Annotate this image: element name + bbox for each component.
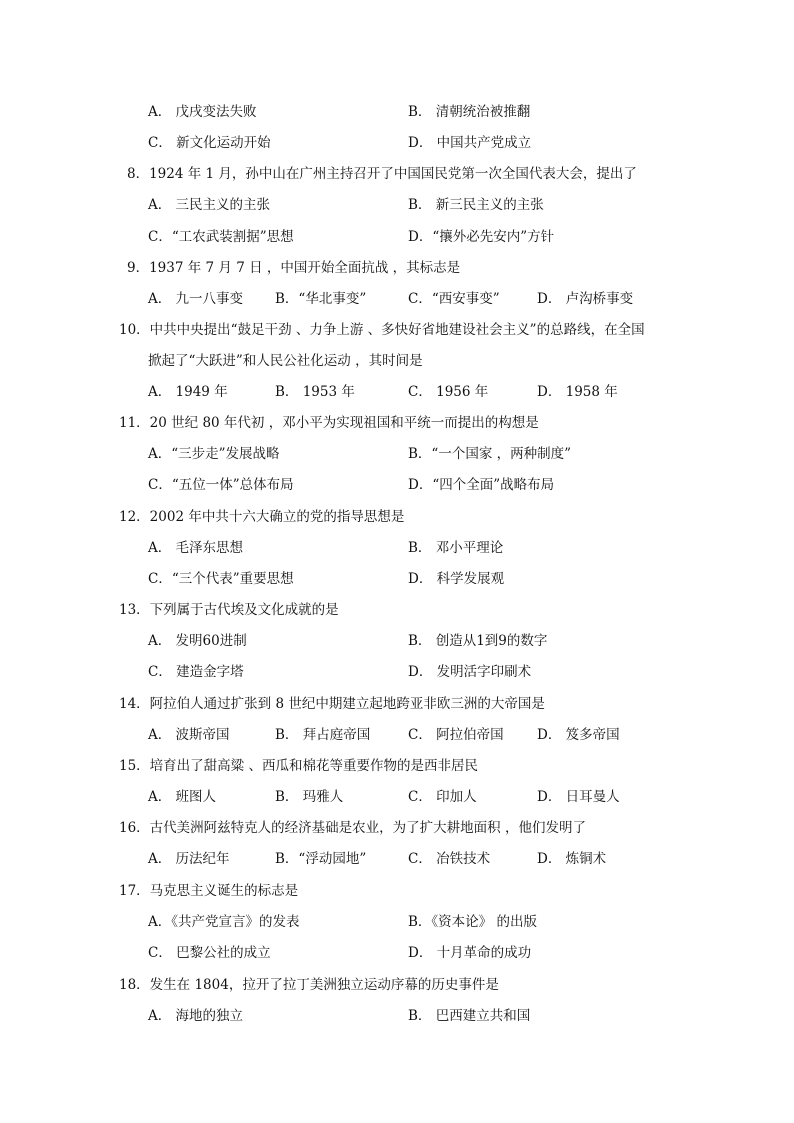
q12-option-a: A． 毛泽东思想 (148, 540, 244, 556)
q14-option-b: B． 拜占庭帝国 (275, 727, 371, 743)
q13-options-row-2 (0, 662, 794, 682)
q8-options-row-1 (0, 195, 794, 215)
q15-stem-text: 15．培育出了甜高粱 、西瓜和棉花等重要作物的是西非居民 (119, 758, 478, 774)
q9-option-d: D． 卢沟桥事变 (537, 291, 634, 307)
q14-option-d: D． 笈多帝国 (537, 727, 620, 743)
q13-option-d: D． 发明活字印刷术 (408, 664, 532, 680)
q11-options-row-2 (0, 475, 794, 495)
q16-option-b: B．“浮动园地” (275, 851, 367, 867)
q12-option-c: C．“三个代表”重要思想 (148, 571, 294, 587)
q10-stem-text-2: 掀起了“大跃进”和人民公社化运动 ，其时间是 (148, 353, 423, 369)
q7-option-c: C． 新文化运动开始 (148, 135, 271, 151)
q17-options-row-1 (0, 912, 794, 932)
q15-option-d: D． 日耳曼人 (537, 789, 620, 805)
q17-option-c: C． 巴黎公社的成立 (148, 945, 271, 961)
q9-option-b: B．“华北事变” (275, 291, 367, 307)
q10-stem-continued (0, 351, 794, 371)
q18-stem (0, 975, 794, 995)
q9-stem (0, 258, 794, 278)
q14-stem (0, 694, 794, 714)
q12-stem (0, 507, 794, 527)
q15-option-b: B． 玛雅人 (275, 789, 344, 805)
q15-option-a: A． 班图人 (148, 789, 217, 805)
q10-stem-text: 10．中共中央提出“鼓足干劲 、力争上游 、多快好省地建设社会主义”的总路线，在全国 (119, 322, 645, 338)
q11-option-c: C．“五位一体”总体布局 (148, 477, 294, 493)
q8-stem (0, 164, 794, 184)
q13-option-a: A． 发明60进制 (148, 633, 247, 649)
q8-option-c: C．“工农武装割据”思想 (148, 229, 294, 245)
q13-stem (0, 600, 794, 620)
q18-option-b: B． 巴西建立共和国 (408, 1008, 531, 1024)
q10-stem (0, 320, 794, 340)
q12-option-d: D． 科学发展观 (408, 571, 505, 587)
q12-options-row-2 (0, 569, 794, 589)
q17-option-b: B．《资本论》 的出版 (408, 914, 537, 930)
q9-stem-text: 9．1937 年 7 月 7 日 ，中国开始全面抗战 ，其标志是 (127, 260, 461, 276)
q15-option-c: C． 印加人 (408, 789, 477, 805)
q14-option-a: A． 波斯帝国 (148, 727, 230, 743)
q10-option-b: B． 1953 年 (275, 384, 355, 400)
q8-option-a: A． 三民主义的主张 (148, 197, 271, 213)
q15-options-row (0, 787, 794, 807)
q14-option-c: C． 阿拉伯帝国 (408, 727, 504, 743)
q15-stem (0, 756, 794, 776)
q7-options-row-1 (0, 102, 794, 122)
q7-options-row-2 (0, 133, 794, 153)
q8-option-b: B． 新三民主义的主张 (408, 197, 544, 213)
q11-options-row-1 (0, 444, 794, 464)
q16-option-a: A． 历法纪年 (148, 851, 230, 867)
q8-options-row-2 (0, 227, 794, 247)
q10-options-row (0, 382, 794, 402)
q18-option-a: A． 海地的独立 (148, 1008, 244, 1024)
q13-options-row-1 (0, 631, 794, 651)
q11-stem (0, 413, 794, 433)
q13-option-c: C． 建造金字塔 (148, 664, 244, 680)
q13-option-b: B． 创造从1到9的数字 (408, 633, 548, 649)
q17-options-row-2 (0, 943, 794, 963)
q11-stem-text: 11．20 世纪 80 年代初 ，邓小平为实现祖国和平统一而提出的构想是 (119, 415, 539, 431)
q12-options-row-1 (0, 538, 794, 558)
q16-stem-text: 16．古代美洲阿兹特克人的经济基础是农业，为了扩大耕地面积 ，他们发明了 (119, 820, 586, 836)
q14-options-row (0, 725, 794, 745)
q16-stem (0, 818, 794, 838)
q10-option-c: C． 1956 年 (408, 384, 489, 400)
q11-option-d: D．“四个全面”战略布局 (408, 477, 555, 493)
q9-options-row (0, 289, 794, 309)
q7-option-d: D． 中国共产党成立 (408, 135, 532, 151)
q7-option-a: A． 戊戌变法失败 (148, 104, 257, 120)
q8-option-d: D．“攘外必先安内”方针 (408, 229, 555, 245)
q16-options-row (0, 849, 794, 869)
q17-stem-text: 17．马克思主义诞生的标志是 (119, 883, 299, 899)
q11-option-b: B．“一个国家 ，两种制度” (408, 446, 572, 462)
q10-option-a: A． 1949 年 (148, 384, 228, 400)
q18-options-row-1 (0, 1006, 794, 1026)
q17-stem (0, 881, 794, 901)
q17-option-d: D． 十月革命的成功 (408, 945, 532, 961)
q14-stem-text: 14．阿拉伯人通过扩张到 8 世纪中期建立起地跨亚非欧三洲的大帝国是 (119, 696, 545, 712)
q12-option-b: B． 邓小平理论 (408, 540, 504, 556)
q17-option-a: A．《共产党宣言》的发表 (148, 914, 300, 930)
q8-stem-text: 8．1924 年 1 月，孙中山在广州主持召开了中国国民党第一次全国代表大会，提出了 (127, 166, 637, 182)
q9-option-c: C．“西安事变” (408, 291, 500, 307)
q18-stem-text: 18．发生在 1804，拉开了拉丁美洲独立运动序幕的历史事件是 (119, 977, 499, 993)
q13-stem-text: 13．下列属于古代埃及文化成就的是 (119, 602, 339, 618)
q7-option-b: B． 清朝统治被推翻 (408, 104, 531, 120)
q10-option-d: D． 1958 年 (537, 384, 618, 400)
q16-option-c: C． 冶铁技术 (408, 851, 491, 867)
q12-stem-text: 12．2002 年中共十六大确立的党的指导思想是 (119, 509, 405, 525)
q16-option-d: D． 炼铜术 (537, 851, 607, 867)
q9-option-a: A． 九一八事变 (148, 291, 244, 307)
q11-option-a: A．“三步走”发展战略 (148, 446, 280, 462)
